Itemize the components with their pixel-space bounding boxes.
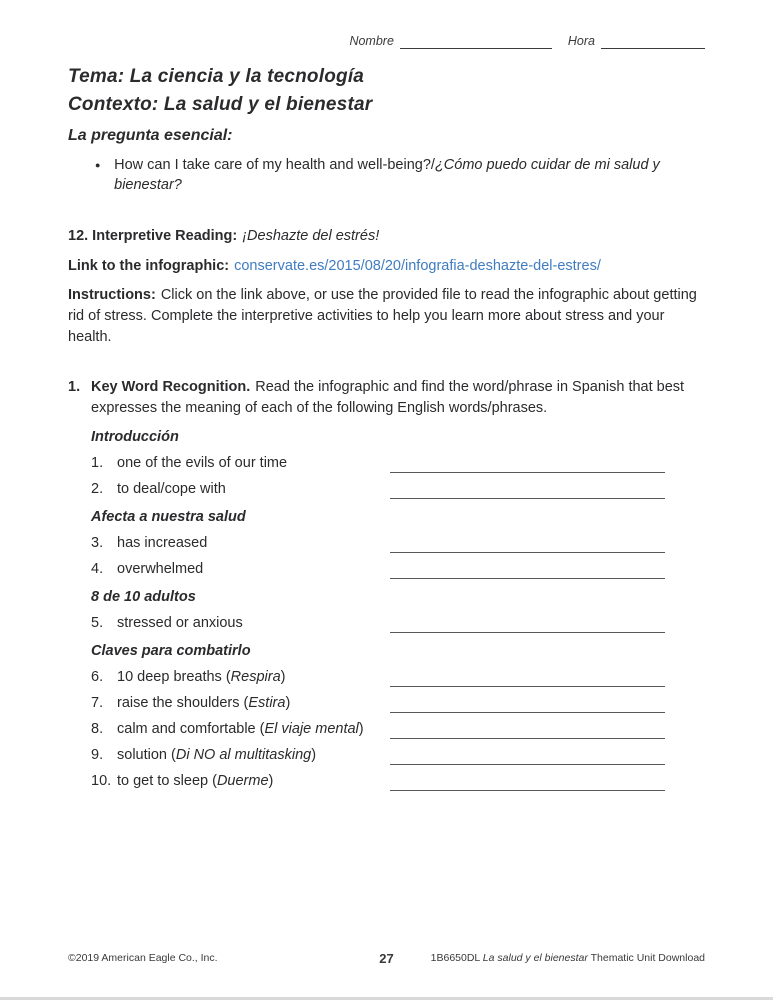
item-text-pre: overwhelmed	[117, 561, 204, 577]
hora-label: Hora	[567, 34, 595, 48]
essential-question-text	[114, 155, 705, 195]
keyword-item-2	[91, 480, 665, 499]
item-text-pre: solution (	[117, 747, 176, 763]
activity-1-heading	[68, 377, 705, 419]
keyword-item-10	[91, 772, 665, 791]
name-hour-row	[68, 34, 705, 49]
link-label: Link to the infographic:	[68, 258, 230, 274]
item-text	[117, 668, 390, 687]
item-text-italic: Duerme	[216, 773, 269, 789]
answer-blank	[390, 746, 665, 765]
footer-product-code: 1B6650DL	[430, 952, 480, 964]
item-number: 3.	[91, 535, 104, 551]
page-footer	[68, 949, 705, 965]
answer-blank	[390, 560, 665, 579]
answer-blank	[390, 772, 665, 791]
nombre-label: Nombre	[349, 34, 394, 48]
item-number: 4.	[91, 561, 104, 577]
item-text-pre: to get to sleep (	[117, 773, 217, 789]
essential-question-spanish: ¿Cómo puedo cuidar de mi salud y bienestar?	[114, 157, 660, 193]
item-text-pre: calm and comfortable (	[117, 721, 265, 737]
activity-description	[91, 377, 705, 419]
reading-label: 12. Interpretive Reading:	[68, 228, 238, 244]
answer-blank	[390, 668, 665, 687]
answer-blank	[390, 534, 665, 553]
instructions-text: Click on the link above, or use the provided file to read the infographic about getting rid of stress. Complete the interpretive activities to help you learn more about stress and your health.	[68, 287, 697, 345]
item-text	[117, 694, 390, 713]
essential-question-heading: La pregunta esencial:	[68, 127, 233, 144]
contexto-title: Contexto: La salud y el bienestar	[68, 94, 373, 115]
answer-blank	[390, 720, 665, 739]
group-heading-afecta: Afecta a nuestra salud	[91, 509, 246, 525]
item-text-post: )	[268, 773, 274, 789]
item-number: 6.	[91, 669, 104, 685]
answer-blank	[390, 454, 665, 473]
item-text-pre: 10 deep breaths (	[117, 669, 231, 685]
answer-blank	[390, 480, 665, 499]
item-text-post: )	[311, 747, 317, 763]
item-text	[117, 720, 390, 739]
footer-product-suffix: Thematic Unit Download	[590, 952, 705, 964]
item-text-post: )	[285, 695, 291, 711]
keyword-item-9	[91, 746, 665, 765]
tema-title: Tema: La ciencia y la tecnología	[68, 66, 365, 87]
item-text-pre: has increased	[117, 535, 208, 551]
answer-blank	[390, 694, 665, 713]
item-text	[117, 534, 390, 553]
hora-blank-line	[601, 35, 705, 49]
item-text-italic: El viaje mental	[264, 721, 359, 737]
instructions-paragraph	[68, 285, 705, 348]
item-number: 10.	[91, 773, 112, 789]
infographic-link[interactable]: conservate.es/2015/08/20/infografia-deshazte-del-estres/	[234, 258, 601, 274]
keyword-groups	[91, 428, 665, 791]
keyword-item-4	[91, 560, 665, 579]
bullet-icon: ●	[95, 160, 101, 170]
essential-question-item	[68, 155, 705, 195]
answer-blank	[390, 614, 665, 633]
item-number: 5.	[91, 615, 104, 631]
group-heading-adultos: 8 de 10 adultos	[91, 589, 196, 605]
item-number: 1.	[91, 455, 104, 471]
item-number: 2.	[91, 481, 104, 497]
item-text	[117, 614, 390, 633]
item-text-pre: one of the evils of our time	[117, 455, 288, 471]
group-heading-claves: Claves para combatirlo	[91, 643, 251, 659]
item-text-post: )	[280, 669, 286, 685]
item-number: 9.	[91, 747, 104, 763]
item-text	[117, 454, 390, 473]
activity-title: Key Word Recognition.	[91, 379, 251, 395]
footer-page-number: 27	[379, 951, 394, 966]
nombre-blank-line	[400, 35, 552, 49]
item-text-pre: raise the shoulders (	[117, 695, 249, 711]
item-text	[117, 772, 390, 791]
item-text	[117, 560, 390, 579]
infographic-link-row	[68, 256, 705, 276]
item-text	[117, 480, 390, 499]
footer-product-info	[431, 951, 705, 965]
reading-section-heading	[68, 226, 705, 246]
keyword-item-5	[91, 614, 665, 633]
footer-unit-title: La salud y el bienestar	[482, 952, 588, 964]
item-text-post: )	[358, 721, 364, 737]
group-heading-introduccion: Introducción	[91, 429, 179, 445]
reading-title: ¡Deshazte del estrés!	[242, 228, 380, 244]
keyword-item-6	[91, 668, 665, 687]
item-text-italic: Di NO al multitasking	[175, 747, 312, 763]
keyword-item-1	[91, 454, 665, 473]
item-text-pre: to deal/cope with	[117, 481, 226, 497]
keyword-item-7	[91, 694, 665, 713]
activity-description-text: Read the infographic and find the word/phrase in Spanish that best expresses the meaning of each of the following English words/phrases.	[91, 379, 685, 416]
item-number: 8.	[91, 721, 104, 737]
keyword-item-3	[91, 534, 665, 553]
item-text-pre: stressed or anxious	[117, 615, 243, 631]
item-number: 7.	[91, 695, 104, 711]
item-text	[117, 746, 390, 765]
item-text-italic: Respira	[230, 669, 281, 685]
activity-number: 1.	[68, 379, 81, 395]
instructions-label: Instructions:	[68, 287, 156, 303]
essential-question-english: How can I take care of my health and well-being?/	[114, 157, 435, 173]
item-text-italic: Estira	[248, 695, 286, 711]
footer-copyright: ©2019 American Eagle Co., Inc.	[68, 952, 218, 964]
keyword-item-8	[91, 720, 665, 739]
